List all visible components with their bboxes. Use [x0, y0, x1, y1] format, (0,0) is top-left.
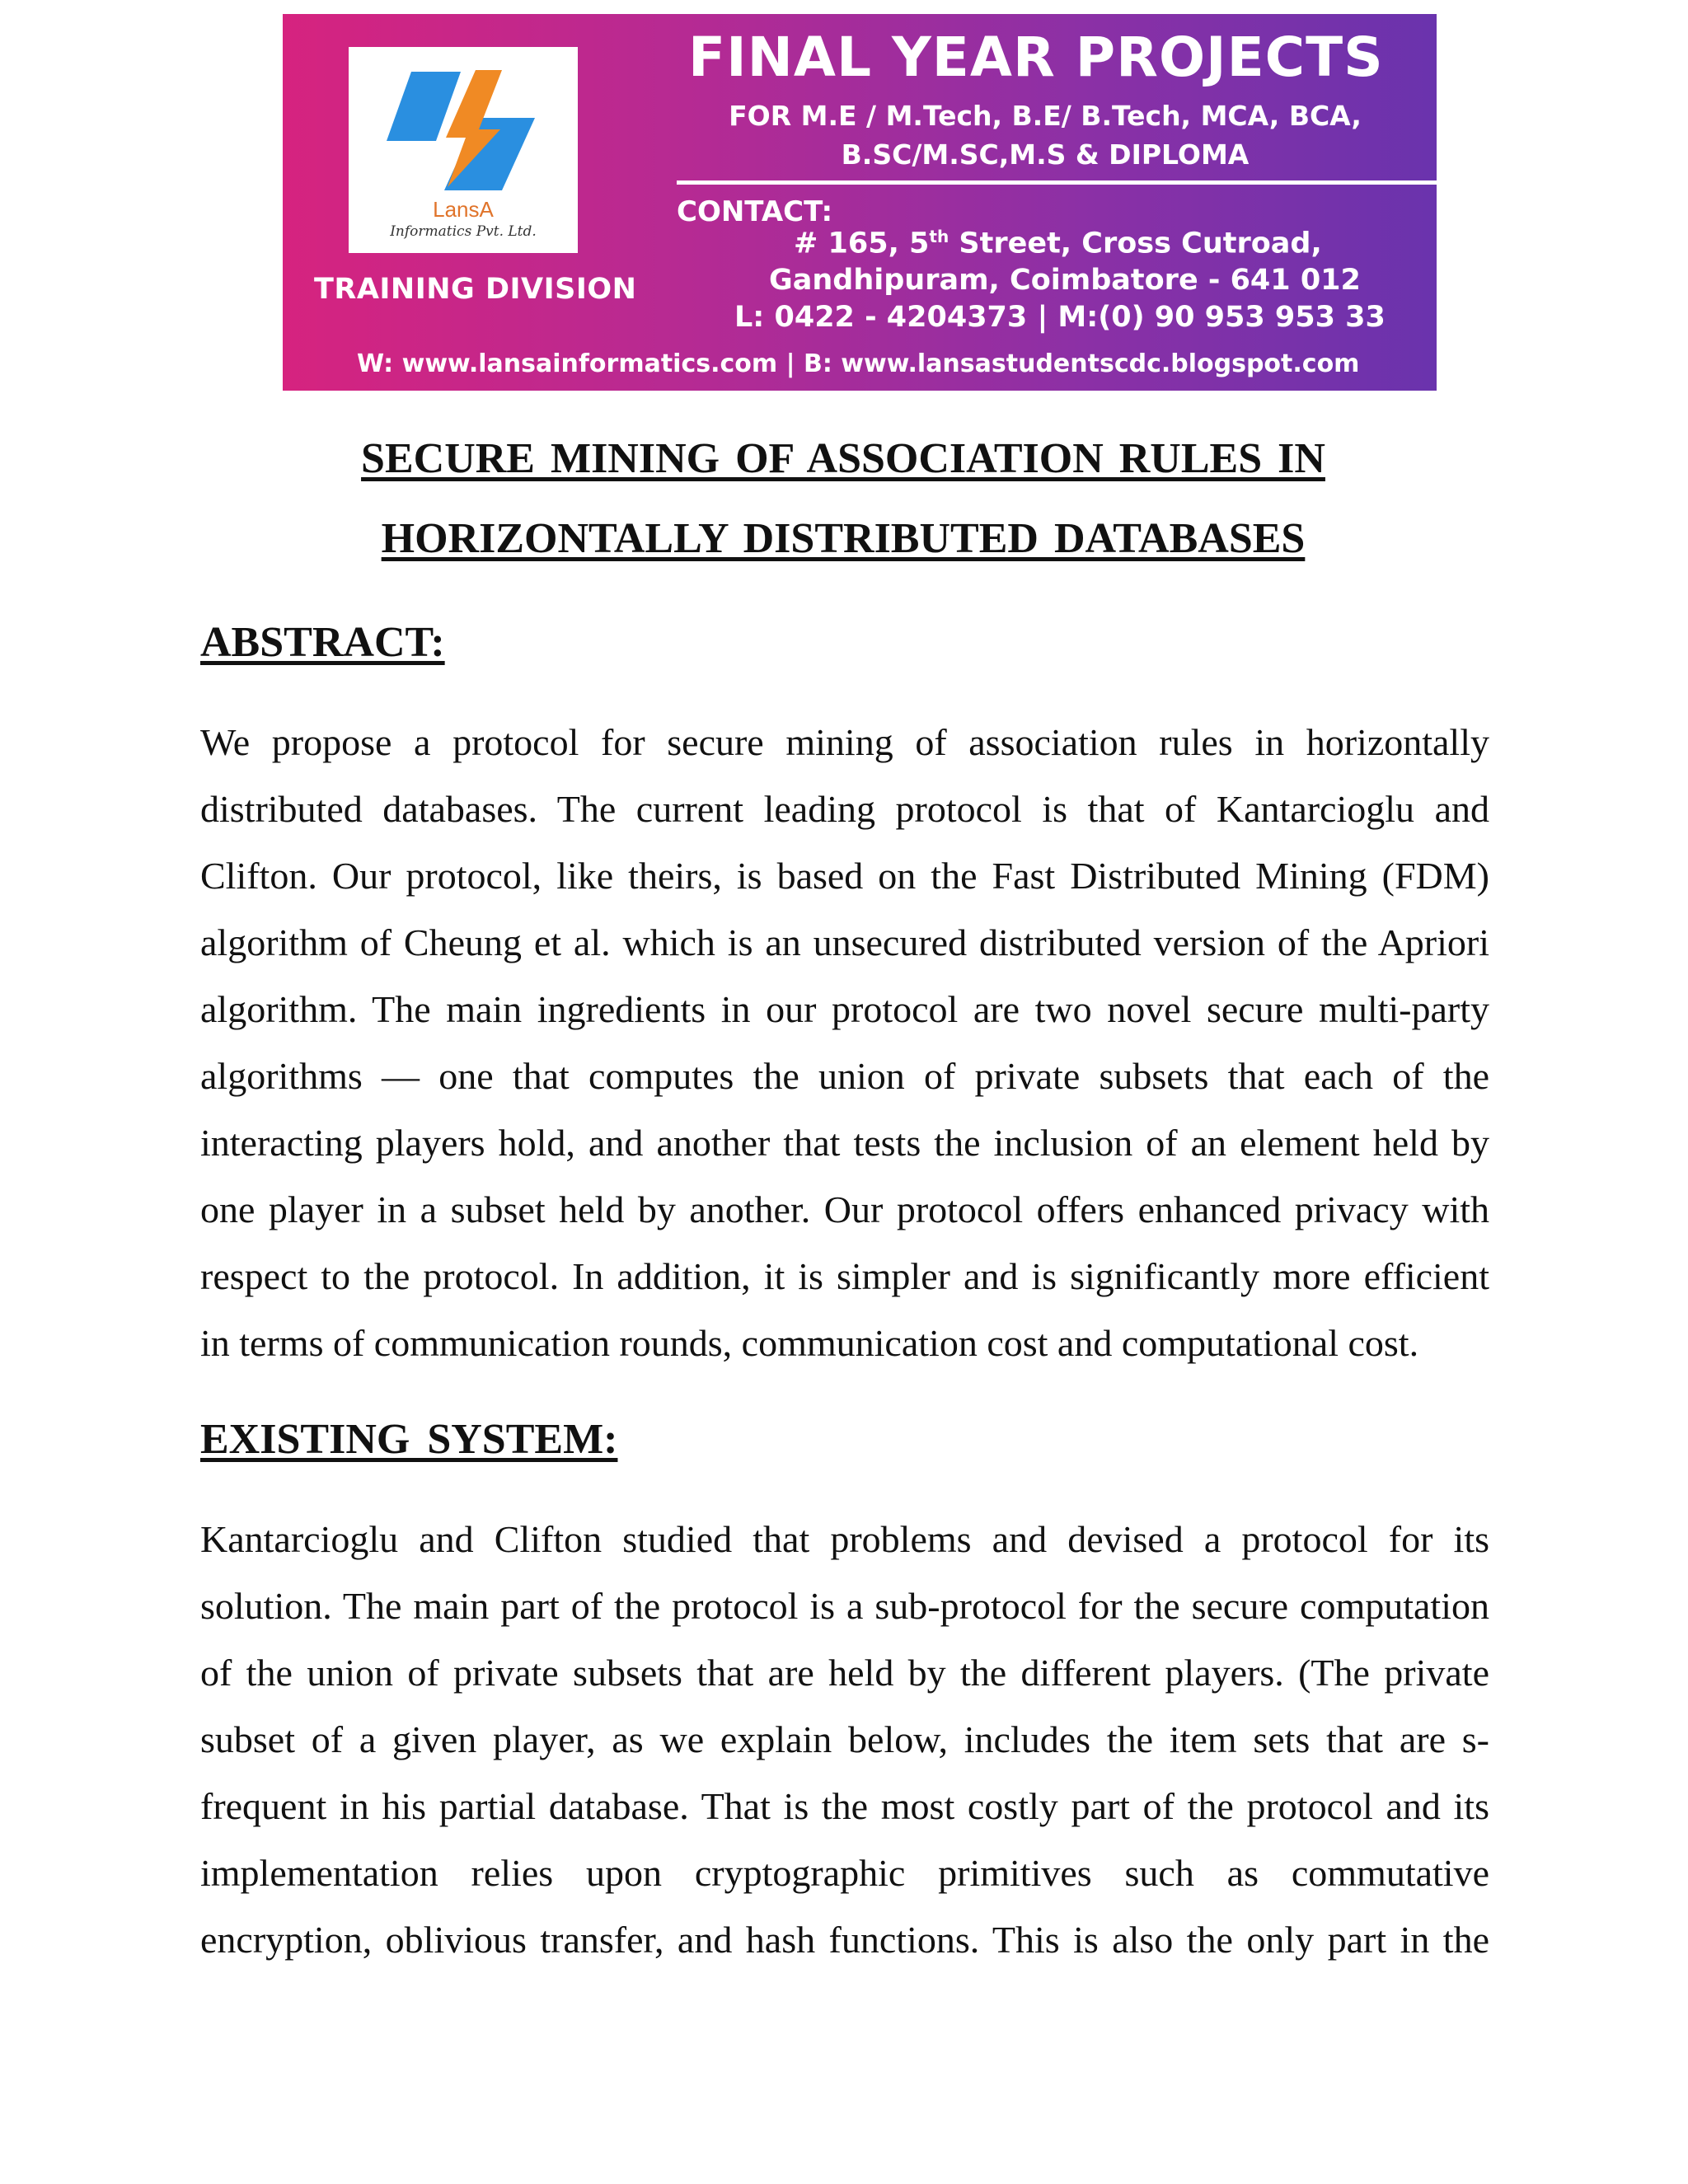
address-line-1 [794, 227, 1322, 260]
abstract-line: one player in a subset held by another. Our protocol offers enhanced privacy with [200, 1188, 1489, 1230]
contact-label: CONTACT: [677, 195, 833, 228]
phone-line: L: 0422 - 4204373 | M:(0) 90 953 953 33 [734, 301, 1386, 334]
company-logo [349, 47, 578, 253]
abstract-paragraph [200, 709, 1489, 1376]
existing-system-paragraph [200, 1506, 1489, 1973]
abstract-line: algorithm of Cheung et al. which is an unsecured distributed version of the Apriori [200, 921, 1489, 963]
abstract-line: in terms of communication rounds, communication cost and computational cost. [200, 1322, 1419, 1364]
abstract-line: respect to the protocol. In addition, it is simpler and is significantly more efficient [200, 1255, 1489, 1297]
existing-system-line: Kantarcioglu and Clifton studied that problems and devised a protocol for its [200, 1518, 1489, 1560]
abstract-line: algorithms — one that computes the union of private subsets that each of the [200, 1055, 1489, 1097]
abstract-line: We propose a protocol for secure mining of association rules in horizontally [200, 721, 1489, 763]
abstract-line: interacting players hold, and another that tests the inclusion of an element held by [200, 1122, 1489, 1164]
courses-line-2: B.SC/M.SC,M.S & DIPLOMA [841, 138, 1250, 171]
abstract-heading: ABSTRACT: [200, 619, 445, 666]
document-title-line-2: HORIZONTALLY DISTRIBUTED DATABASES [381, 515, 1306, 562]
header-banner [283, 14, 1437, 391]
logo-subtitle: Informatics Pvt. Ltd. [390, 223, 537, 240]
courses-line-1: FOR M.E / M.Tech, B.E/ B.Tech, MCA, BCA, [729, 100, 1362, 132]
abstract-line: Clifton. Our protocol, like theirs, is based on the Fast Distributed Mining (FDM) [200, 855, 1489, 897]
banner-divider [677, 180, 1437, 185]
existing-system-line: encryption, oblivious transfer, and hash functions. This is also the only part in the [200, 1919, 1489, 1961]
abstract-line: distributed databases. The current leading protocol is that of Kantarcioglu and [200, 788, 1489, 830]
training-division-label: TRAINING DIVISION [314, 273, 637, 306]
logo-name: LansA [433, 197, 494, 222]
courses-text [703, 96, 1387, 174]
address-number: # 165, 5 [794, 227, 930, 260]
banner-headline: FINAL YEAR PROJECTS [688, 26, 1384, 89]
existing-system-line: solution. The main part of the protocol is a sub-protocol for the secure computation [200, 1585, 1489, 1627]
existing-system-line: frequent in his partial database. That is the most costly part of the protocol and its [200, 1785, 1489, 1827]
address-street: Street, Cross Cutroad, [949, 227, 1322, 260]
existing-system-line: subset of a given player, as we explain below, includes the item sets that are s- [200, 1718, 1489, 1760]
existing-system-line: of the union of private subsets that are held by the different players. (The private [200, 1652, 1489, 1694]
address-superscript: th [929, 227, 950, 246]
abstract-line: algorithm. The main ingredients in our protocol are two novel secure multi-party [200, 988, 1489, 1030]
document-title-line-1: SECURE MINING OF ASSOCIATION RULES IN [361, 435, 1325, 482]
existing-system-line: implementation relies upon cryptographic primitives such as commutative [200, 1852, 1489, 1894]
address-line-2: Gandhipuram, Coimbatore - 641 012 [769, 264, 1361, 297]
lansa-logo-icon [378, 65, 551, 197]
website-line: W: www.lansainformatics.com | B: www.lansastudentscdc.blogspot.com [357, 349, 1360, 378]
existing-system-heading: EXISTING SYSTEM: [200, 1416, 618, 1463]
